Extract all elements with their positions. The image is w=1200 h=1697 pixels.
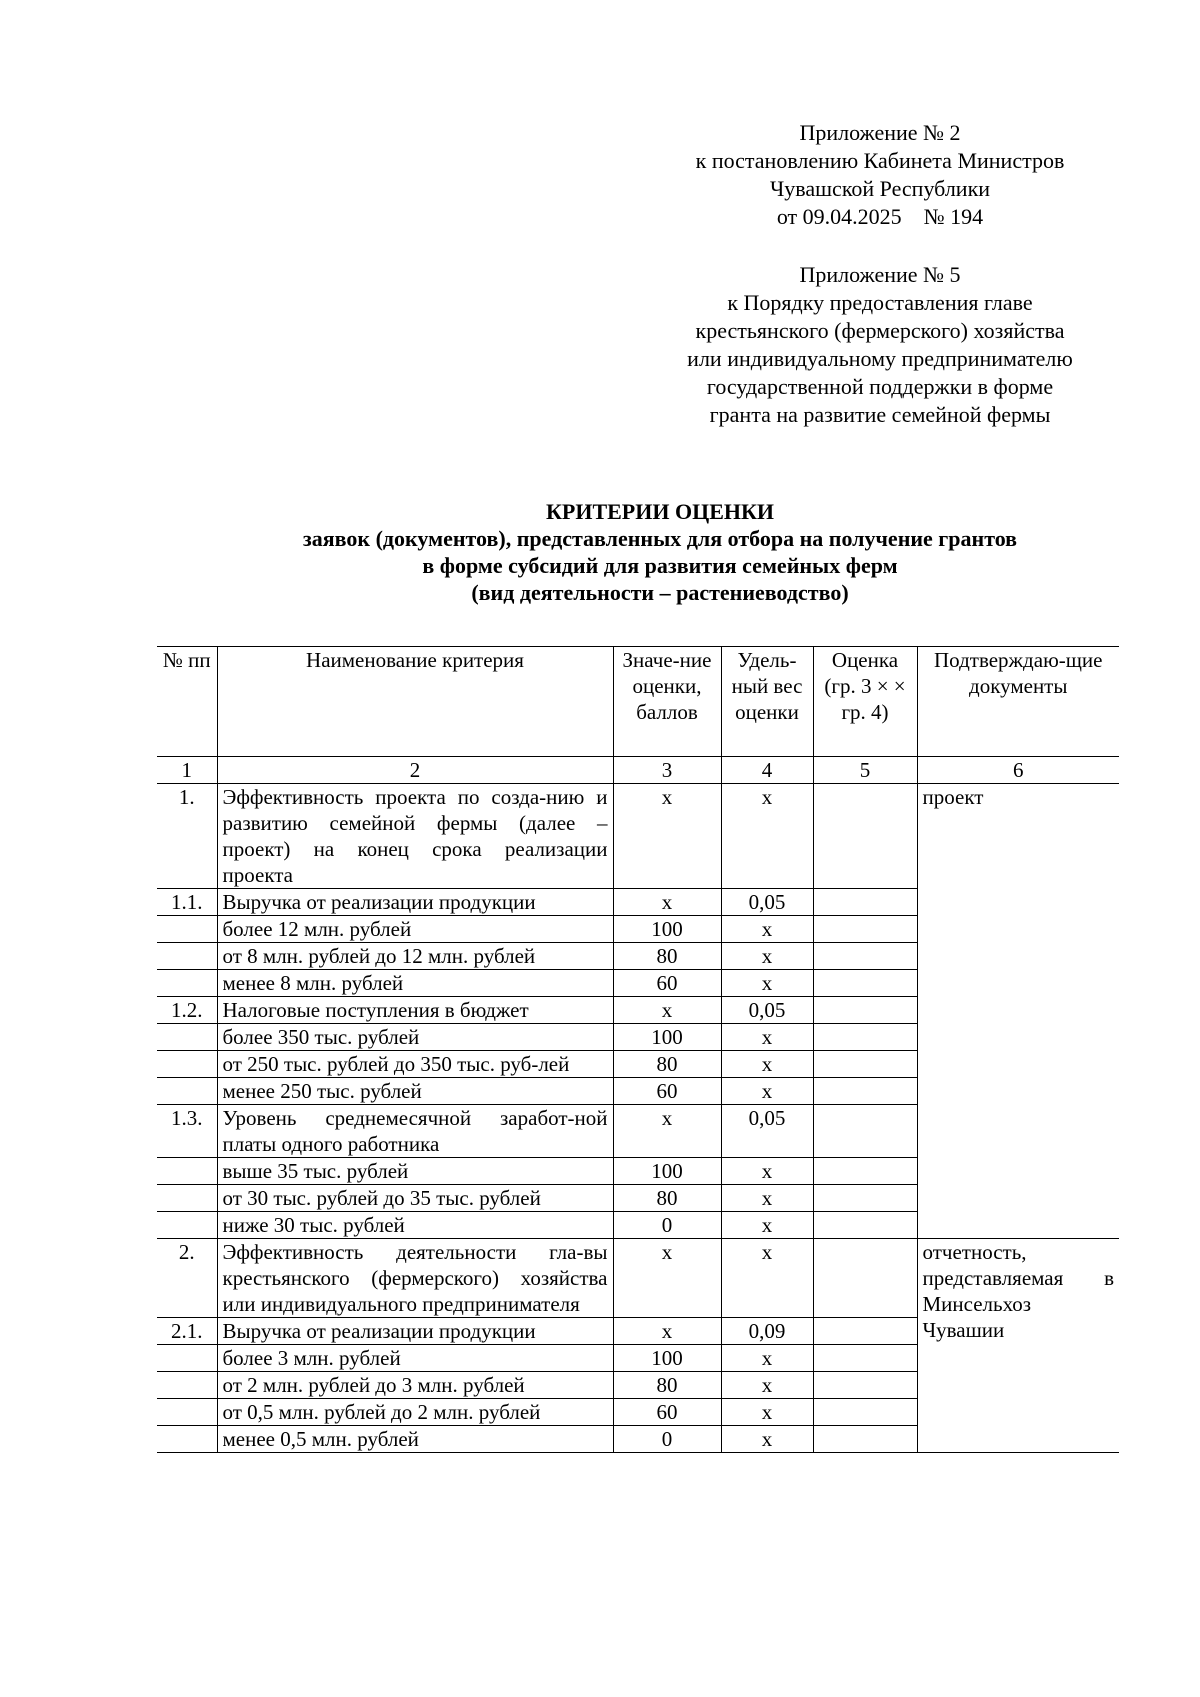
column-number: 1 <box>157 757 217 784</box>
criterion-weight: х <box>721 970 813 997</box>
appendix-2-line: Чувашской Республики <box>769 176 991 201</box>
criterion-weight: х <box>721 1345 813 1372</box>
criterion-value: 80 <box>613 1051 721 1078</box>
criterion-score <box>813 1185 917 1212</box>
criterion-score <box>813 1372 917 1399</box>
criterion-weight: х <box>721 1426 813 1453</box>
appendix-5-line: к Порядку предоставления главе <box>727 290 1033 315</box>
criterion-name: от 2 млн. рублей до 3 млн. рублей <box>217 1372 613 1399</box>
criterion-weight: х <box>721 784 813 889</box>
table-header-row <box>157 647 1119 757</box>
criterion-value: 100 <box>613 1345 721 1372</box>
appendix-5-line: государственной поддержки в форме <box>706 374 1054 399</box>
document-title: КРИТЕРИИ ОЦЕНКИ <box>545 499 775 524</box>
criterion-score <box>813 943 917 970</box>
table-row <box>157 784 1119 889</box>
criterion-name: менее 250 тыс. рублей <box>217 1078 613 1105</box>
column-number: 3 <box>613 757 721 784</box>
header-score: Оценка (гр. 3 × × гр. 4) <box>813 647 917 757</box>
criterion-value: 60 <box>613 1399 721 1426</box>
criterion-number <box>157 1345 217 1372</box>
criterion-value: 60 <box>613 1078 721 1105</box>
criterion-name: выше 35 тыс. рублей <box>217 1158 613 1185</box>
criterion-weight: х <box>721 943 813 970</box>
criterion-score <box>813 889 917 916</box>
criterion-name: менее 8 млн. рублей <box>217 970 613 997</box>
header-weight: Удель-ный вес оценки <box>721 647 813 757</box>
appendix-2-date-number: от 09.04.2025 № 194 <box>776 204 984 229</box>
header-documents: Подтверждаю-щие документы <box>917 647 1119 757</box>
criterion-name: Эффективность проекта по созда-нию и развитию семейной фермы (далее – проект) на конец срока реализации проекта <box>217 784 613 889</box>
header-criterion-name: Наименование критерия <box>217 647 613 757</box>
criterion-name: от 30 тыс. рублей до 35 тыс. рублей <box>217 1185 613 1212</box>
criterion-name: Налоговые поступления в бюджет <box>217 997 613 1024</box>
criterion-number <box>157 1185 217 1212</box>
criterion-number <box>157 970 217 997</box>
criterion-score <box>813 1345 917 1372</box>
column-number: 6 <box>917 757 1119 784</box>
criterion-name: от 8 млн. рублей до 12 млн. рублей <box>217 943 613 970</box>
appendix-2-line: Приложение № 2 <box>799 120 961 145</box>
criterion-weight: 0,05 <box>721 889 813 916</box>
criterion-score <box>813 1105 917 1158</box>
criterion-number <box>157 943 217 970</box>
criterion-score <box>813 784 917 889</box>
column-number: 2 <box>217 757 613 784</box>
criterion-weight: 0,05 <box>721 997 813 1024</box>
criterion-name: Уровень среднемесячной заработ-ной платы одного работника <box>217 1105 613 1158</box>
criterion-score <box>813 997 917 1024</box>
criterion-score <box>813 1212 917 1239</box>
appendix-5-line: крестьянского (фермерского) хозяйства <box>695 318 1065 343</box>
criterion-value: х <box>613 889 721 916</box>
appendix-2-block <box>640 119 1120 429</box>
criterion-name: Выручка от реализации продукции <box>217 889 613 916</box>
criterion-number: 1. <box>157 784 217 889</box>
criterion-weight: х <box>721 1239 813 1318</box>
criterion-name: от 0,5 млн. рублей до 2 млн. рублей <box>217 1399 613 1426</box>
document-subtitle: в форме субсидий для развития семейных ферм <box>422 553 898 578</box>
criterion-value: 100 <box>613 916 721 943</box>
column-number: 4 <box>721 757 813 784</box>
criterion-name: более 12 млн. рублей <box>217 916 613 943</box>
criterion-number <box>157 1399 217 1426</box>
criterion-name: Выручка от реализации продукции <box>217 1318 613 1345</box>
criterion-weight: х <box>721 1212 813 1239</box>
appendix-2-line: к постановлению Кабинета Министров <box>695 148 1065 173</box>
criterion-weight: х <box>721 1078 813 1105</box>
criterion-name: Эффективность деятельности гла-вы крестьянского (фермерского) хозяйства или индивидуального предпринимателя <box>217 1239 613 1318</box>
header-value: Значе-ние оценки, баллов <box>613 647 721 757</box>
criterion-weight: х <box>721 1372 813 1399</box>
table-row <box>157 1239 1119 1318</box>
criterion-score <box>813 1426 917 1453</box>
criterion-number <box>157 1212 217 1239</box>
column-numbers-row <box>157 757 1119 784</box>
criterion-number <box>157 1078 217 1105</box>
document-subtitle: заявок (документов), представленных для отбора на получение грантов <box>302 526 1018 551</box>
criterion-number <box>157 1372 217 1399</box>
criterion-weight: х <box>721 916 813 943</box>
criterion-number <box>157 1426 217 1453</box>
criterion-name: менее 0,5 млн. рублей <box>217 1426 613 1453</box>
criterion-number: 1.3. <box>157 1105 217 1158</box>
criterion-value: 0 <box>613 1426 721 1453</box>
header-num: № пп <box>157 647 217 757</box>
criterion-number <box>157 1024 217 1051</box>
supporting-documents: отчетность, представляемая в Минсельхоз Чувашии <box>917 1239 1119 1453</box>
criterion-score <box>813 916 917 943</box>
criterion-number: 2. <box>157 1239 217 1318</box>
criterion-weight: х <box>721 1051 813 1078</box>
criterion-number: 1.1. <box>157 889 217 916</box>
spacer <box>640 231 1120 261</box>
criterion-value: 80 <box>613 1372 721 1399</box>
criterion-value: х <box>613 1318 721 1345</box>
criterion-value: х <box>613 784 721 889</box>
criterion-weight: х <box>721 1185 813 1212</box>
criterion-name: более 350 тыс. рублей <box>217 1024 613 1051</box>
criterion-name: ниже 30 тыс. рублей <box>217 1212 613 1239</box>
criterion-score <box>813 1239 917 1318</box>
appendix-5-line: Приложение № 5 <box>799 262 961 287</box>
document-subtitle: (вид деятельности – растениеводство) <box>471 580 849 605</box>
criterion-value: 100 <box>613 1024 721 1051</box>
criterion-weight: х <box>721 1158 813 1185</box>
criterion-score <box>813 970 917 997</box>
criterion-weight: х <box>721 1399 813 1426</box>
criterion-weight: 0,05 <box>721 1105 813 1158</box>
criterion-weight: х <box>721 1024 813 1051</box>
criterion-value: х <box>613 1239 721 1318</box>
criteria-table <box>157 646 1119 1453</box>
criterion-number <box>157 1158 217 1185</box>
column-number: 5 <box>813 757 917 784</box>
criterion-name: более 3 млн. рублей <box>217 1345 613 1372</box>
criterion-score <box>813 1024 917 1051</box>
appendix-5-line: или индивидуальному предпринимателю <box>687 346 1073 371</box>
criterion-score <box>813 1078 917 1105</box>
criterion-number <box>157 1051 217 1078</box>
criterion-score <box>813 1399 917 1426</box>
criterion-number <box>157 916 217 943</box>
appendix-5-line: гранта на развитие семейной фермы <box>709 402 1051 427</box>
criterion-value: 0 <box>613 1212 721 1239</box>
criterion-value: х <box>613 1105 721 1158</box>
criterion-score <box>813 1318 917 1345</box>
criterion-value: 80 <box>613 1185 721 1212</box>
criterion-value: х <box>613 997 721 1024</box>
criterion-value: 60 <box>613 970 721 997</box>
criterion-name: от 250 тыс. рублей до 350 тыс. руб-лей <box>217 1051 613 1078</box>
criterion-weight: 0,09 <box>721 1318 813 1345</box>
document-heading <box>160 498 1160 606</box>
supporting-documents: проект <box>917 784 1119 1239</box>
criterion-number: 2.1. <box>157 1318 217 1345</box>
table-body <box>157 784 1119 1453</box>
criterion-score <box>813 1051 917 1078</box>
criterion-value: 100 <box>613 1158 721 1185</box>
criterion-value: 80 <box>613 943 721 970</box>
criterion-score <box>813 1158 917 1185</box>
criterion-number: 1.2. <box>157 997 217 1024</box>
